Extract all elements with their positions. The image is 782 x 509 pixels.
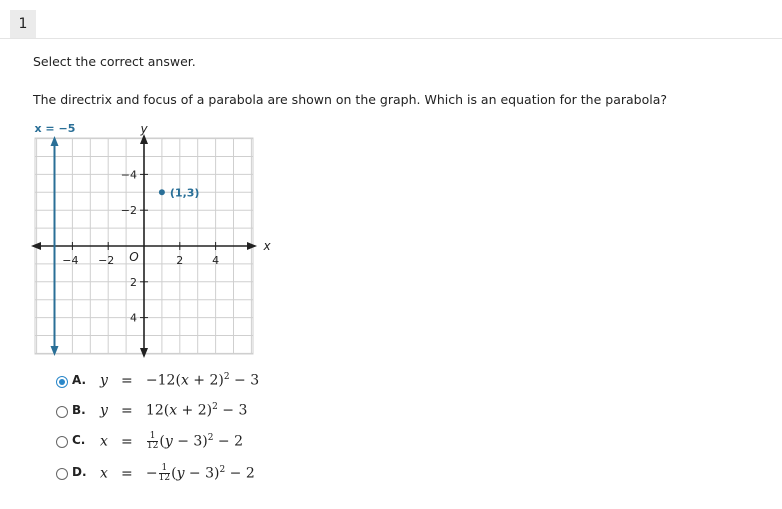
x-axis-arrow-left [31,242,41,250]
x-tick-label: 4 [212,254,220,267]
y-tick-label: −4 [120,168,137,182]
instruction-text: Select the correct answer. [33,54,196,69]
question-prompt: The directrix and focus of a parabola are shown on the graph. Which is an equation for the parabola? [33,92,668,107]
choice-d-letter: D. [72,465,87,479]
choice-c-radio[interactable] [56,436,68,448]
focus-point [159,189,165,195]
focus-label: (1,3) [169,186,200,200]
y-tick-label: −2 [120,204,137,218]
x-tick-label: −4 [62,254,79,267]
choice-a-letter: A. [72,373,87,387]
choice-b-equation: $y = 12(x + 2)^2 - 3$ [100,402,248,419]
choice-c-letter: C. [72,433,86,447]
y-tick-label: 4 [130,311,137,325]
choice-d-equation: x = − $\frac{1}{12}$ $(y - 3)^2 - 2$ [100,463,255,483]
question-header [0,0,782,39]
y-tick-label: 2 [130,275,137,289]
question-number: 1 [10,10,36,38]
x-tick-label: 2 [176,254,184,267]
choice-a-radio[interactable] [56,376,68,388]
choice-b-letter: B. [72,403,86,417]
origin-label: O [129,250,139,264]
choice-d-radio[interactable] [56,468,68,480]
coordinate-graph [28,118,271,364]
y-axis-label: y [140,122,148,136]
x-axis-label: x [263,239,271,253]
choice-c-equation: x = $\frac{1}{12}$ $(y - 3)^2 - 2$ [100,431,244,451]
x-tick-label: −2 [98,254,115,267]
choice-b-radio[interactable] [56,406,68,418]
choice-a-equation: $y = -12(x + 2)^2 - 3$ [100,372,260,389]
x-axis-arrow-right [247,242,257,250]
directrix-label: x = −5 [34,122,76,135]
